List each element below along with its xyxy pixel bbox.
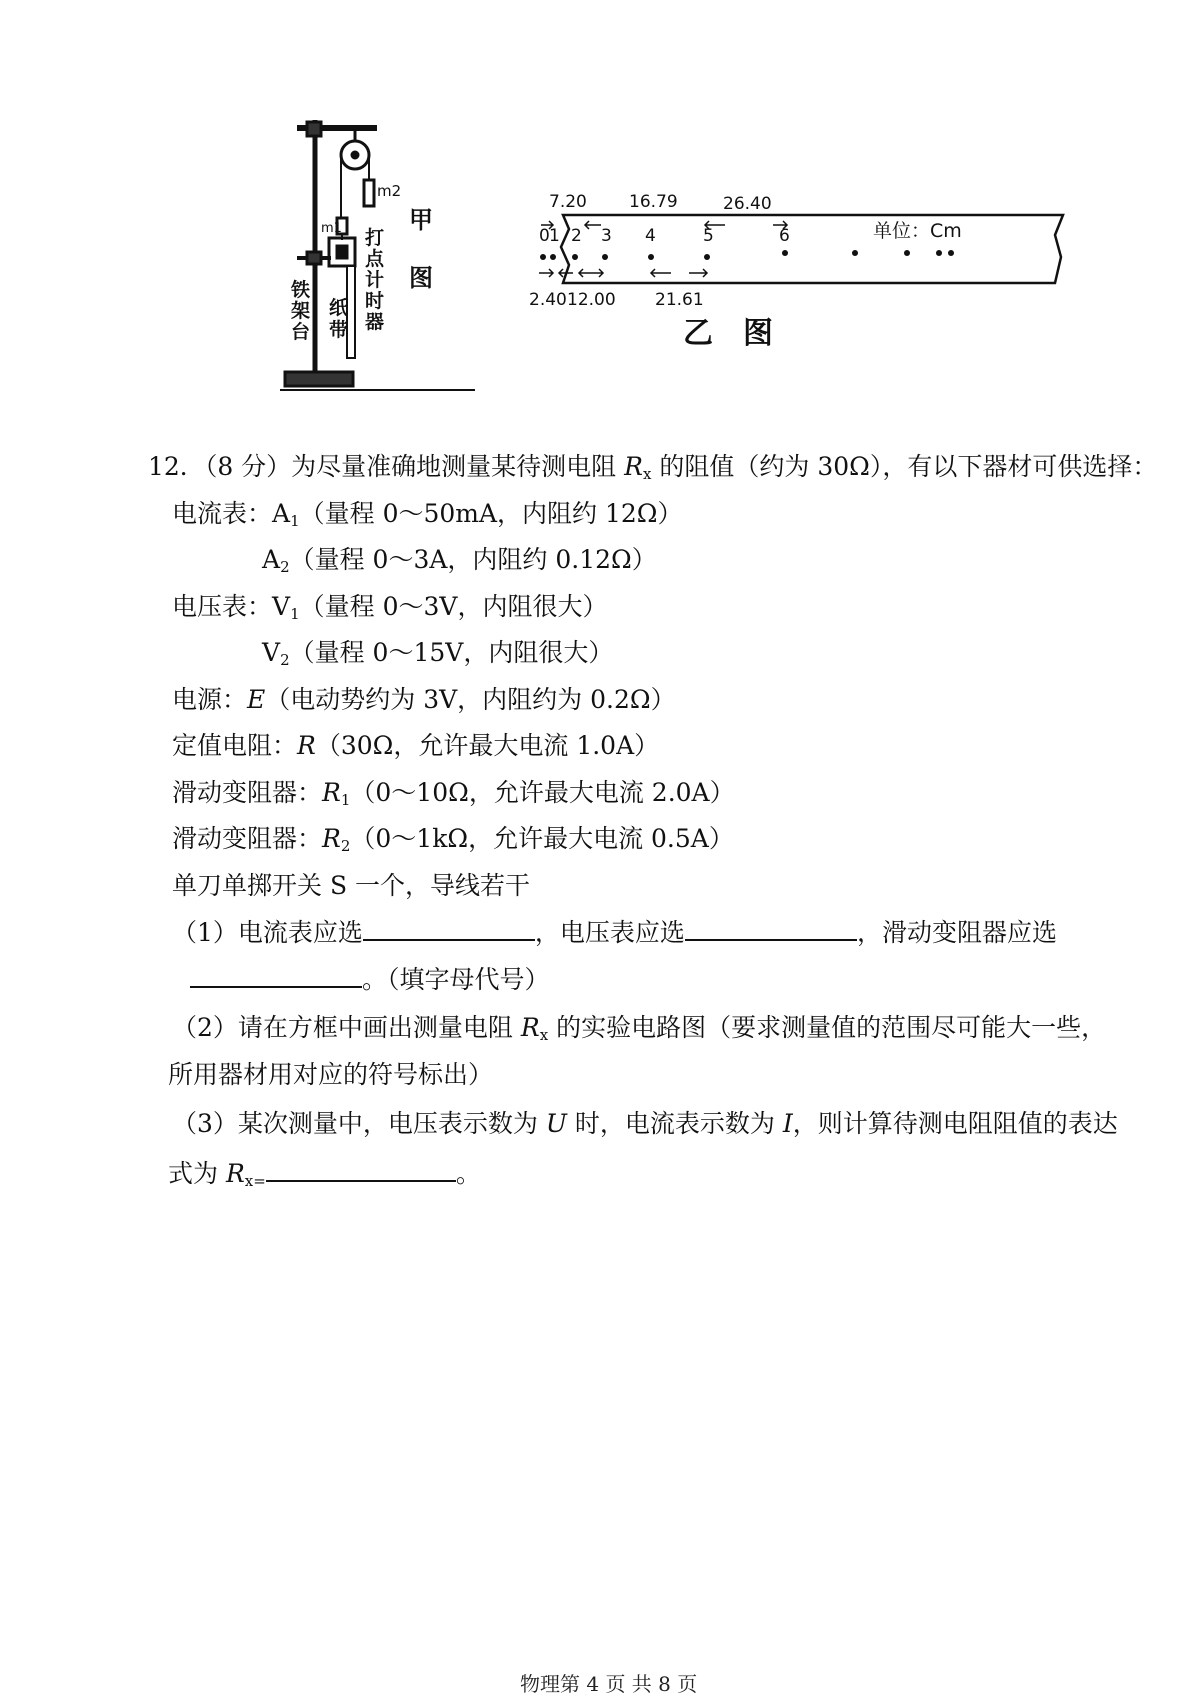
- mass-m2: [364, 180, 374, 206]
- rheo1-sub: 1: [340, 791, 351, 809]
- unit-label: 单位：Cm: [873, 220, 962, 242]
- a2-spec: （量程 0～3A，内阻约 0.12Ω）: [289, 545, 657, 574]
- rx-symbol: R: [624, 452, 643, 481]
- question-number: 12．: [148, 452, 205, 481]
- rheo2-symbol: R: [322, 824, 341, 853]
- fixed-label: 定值电阻：: [172, 731, 298, 760]
- voltmeter-v1-line: [172, 590, 607, 624]
- rheo2-label: 滑动变阻器：: [172, 824, 323, 853]
- point-label-4: 4: [645, 226, 656, 246]
- clamp-top: [307, 122, 321, 136]
- part2-line-2: 所用器材用对应的符号标出）: [168, 1060, 494, 1089]
- rheo1-label: 滑动变阻器：: [172, 778, 323, 807]
- part3-text-b: 时，电流表示数为: [566, 1109, 783, 1138]
- point-label-2: 2: [571, 226, 582, 246]
- caption-yi: 乙 图: [683, 316, 773, 351]
- label-timer-2: 计: [365, 269, 385, 291]
- point-label-5: 5: [703, 226, 714, 246]
- rheo1-spec: （0～10Ω，允许最大电流 2.0A）: [350, 778, 735, 807]
- label-timer-4: 器: [365, 311, 385, 333]
- caption-jia-1: 图: [409, 264, 433, 292]
- clamp-lower: [307, 252, 321, 264]
- label-stand-1: 架: [291, 300, 311, 322]
- a1-sub: 1: [290, 512, 300, 530]
- part2-text-a: （2）请在方框中画出测量电阻: [172, 1013, 521, 1042]
- label-stand-0: 铁: [291, 279, 311, 301]
- power-source-line: [172, 683, 676, 717]
- source-spec: （电动势约为 3V，内阻约为 0.2Ω）: [265, 685, 676, 714]
- rheo1-symbol: R: [322, 778, 341, 807]
- label-timer-0: 打: [365, 227, 385, 249]
- measure-top-3: 26.40: [723, 194, 772, 214]
- part3-end: 。: [455, 1159, 481, 1188]
- a1-symbol: A: [272, 499, 291, 528]
- ammeter-a2-line: [262, 543, 657, 577]
- figure-jia-apparatus: [285, 100, 475, 430]
- point-label-0: 0: [539, 226, 550, 246]
- label-timer-1: 点: [365, 248, 385, 270]
- a1-spec: （量程 0～50mA，内阻约 12Ω）: [299, 499, 683, 528]
- v1-spec: （量程 0～3V，内阻很大）: [299, 592, 608, 621]
- v2-sub: 2: [280, 651, 290, 669]
- label-timer-3: 时: [365, 290, 385, 312]
- i-symbol: I: [782, 1109, 793, 1138]
- tape-outline: [561, 215, 1063, 283]
- fixed-symbol: R: [297, 731, 316, 760]
- measure-bottom-1: 2.40: [529, 290, 567, 310]
- u-symbol: U: [545, 1109, 567, 1138]
- ammeter-label: 电流表：: [172, 499, 273, 528]
- part1-line: [172, 916, 1057, 950]
- voltmeter-v2-line: [262, 636, 613, 670]
- part2-rx-symbol: R: [520, 1013, 540, 1042]
- question-intro: [148, 450, 1157, 484]
- fixed-spec: （30Ω，允许最大电流 1.0A）: [315, 731, 660, 760]
- intro-text-1: 为尽量准确地测量某待测电阻: [291, 452, 625, 481]
- rheostat-answer-blank[interactable]: [190, 964, 362, 988]
- source-symbol: E: [247, 685, 266, 714]
- label-tape-0: 纸: [329, 297, 349, 319]
- measure-bottom-3: 21.61: [655, 290, 704, 310]
- question-points: （8 分）: [204, 452, 292, 481]
- part3-text-a: （3）某次测量中，电压表示数为: [172, 1109, 546, 1138]
- v1-symbol: V: [272, 592, 291, 621]
- page-footer: 物理第 4 页 共 8 页: [520, 1672, 698, 1696]
- v1-sub: 1: [290, 605, 300, 623]
- point-label-3: 3: [601, 226, 612, 246]
- point-label-1: 1: [549, 226, 560, 246]
- measure-bottom-2: 12.00: [567, 290, 616, 310]
- rx-sub: x: [642, 465, 652, 483]
- voltmeter-label: 电压表：: [172, 592, 273, 621]
- part1-text-b: ，电压表应选: [534, 918, 685, 947]
- part3-line: [172, 1107, 1118, 1141]
- part2-text-b: 的实验电路图（要求测量值的范围尽可能大一些，: [548, 1013, 1107, 1042]
- part1-text-c: ，滑动变阻器应选: [856, 918, 1057, 947]
- label-m1: m1: [321, 221, 342, 236]
- part1-text-a: （1）电流表应选: [172, 918, 363, 947]
- caption-jia-0: 甲: [409, 206, 433, 234]
- a2-symbol: A: [262, 545, 281, 574]
- part2-rx-sub: x: [539, 1026, 549, 1044]
- paper-tape: [347, 266, 355, 358]
- rheo2-spec: （0～1kΩ，允许最大电流 0.5A）: [350, 824, 734, 853]
- fixed-resistor-line: [172, 729, 659, 763]
- source-label: 电源：: [172, 685, 248, 714]
- measure-top-2: 16.79: [629, 192, 678, 212]
- rx-expression-blank[interactable]: [266, 1158, 456, 1182]
- part3-rx-sub: x=: [244, 1172, 266, 1190]
- label-stand-2: 台: [291, 321, 311, 343]
- stand-base: [285, 372, 353, 386]
- figure-yi-tape: [529, 192, 1070, 385]
- switch-line: 单刀单掷开关 S 一个，导线若干: [172, 871, 531, 900]
- rheo2-sub: 2: [340, 837, 351, 855]
- point-label-6: 6: [779, 226, 790, 246]
- intro-text-2: 的阻值（约为 30Ω），有以下器材可供选择：: [651, 452, 1158, 481]
- ammeter-answer-blank[interactable]: [363, 917, 535, 941]
- measure-top-1: 7.20: [549, 192, 587, 212]
- part2-line: [172, 1011, 1106, 1045]
- part3-line-2: [168, 1157, 481, 1191]
- a2-sub: 2: [280, 558, 290, 576]
- label-tape-1: 带: [329, 319, 349, 341]
- label-m2: m2: [377, 182, 402, 200]
- rheostat-r1-line: [172, 776, 735, 810]
- part1-text-d: 。（填字母代号）: [362, 965, 550, 994]
- v2-spec: （量程 0～15V，内阻很大）: [289, 638, 614, 667]
- part1-line-2: [190, 963, 550, 997]
- v2-symbol: V: [262, 638, 281, 667]
- part3-rx-symbol: R: [225, 1159, 245, 1188]
- rheostat-r2-line: [172, 822, 734, 856]
- ammeter-a1-line: [172, 497, 683, 531]
- voltmeter-answer-blank[interactable]: [685, 917, 857, 941]
- part3-text-d: 式为: [168, 1159, 226, 1188]
- part3-text-c: ，则计算待测电阻阻值的表达: [792, 1109, 1118, 1138]
